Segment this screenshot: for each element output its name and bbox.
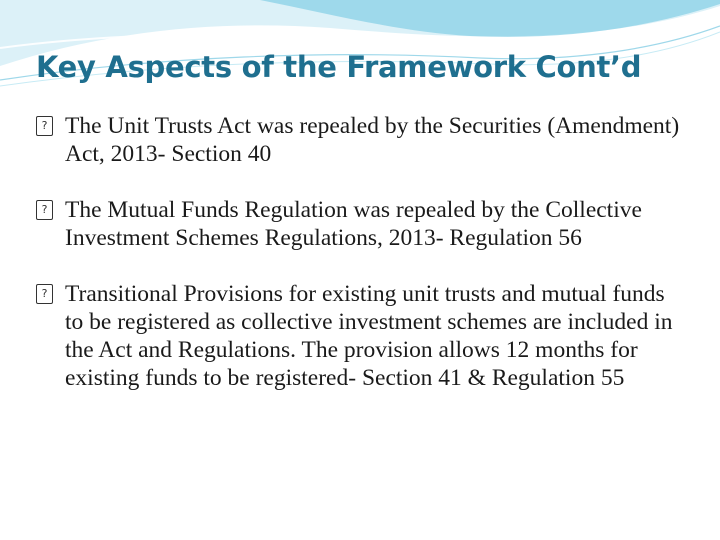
bullet-item — [36, 280, 686, 392]
missing-glyph-icon: ? — [36, 200, 53, 220]
bullet-item — [36, 112, 686, 168]
slide-title: Key Aspects of the Framework Cont’d — [36, 50, 642, 84]
missing-glyph-icon: ? — [36, 284, 53, 304]
bullet-text: The Mutual Funds Regulation was repealed by the Collective Investment Schemes Regulations, 2013- Regulation 56 — [65, 197, 642, 251]
bullet-item — [36, 196, 686, 252]
missing-glyph-icon: ? — [36, 116, 53, 136]
bullet-text: Transitional Provisions for existing unit trusts and mutual funds to be registered as collective investment schemes are included in the Act and Regulations. The provision allows 12 months for existing funds to be registered- Section 41 & Regulation 55 — [65, 281, 673, 391]
bullet-text: The Unit Trusts Act was repealed by the Securities (Amendment) Act, 2013- Section 40 — [65, 113, 680, 167]
bullet-list — [36, 112, 686, 392]
